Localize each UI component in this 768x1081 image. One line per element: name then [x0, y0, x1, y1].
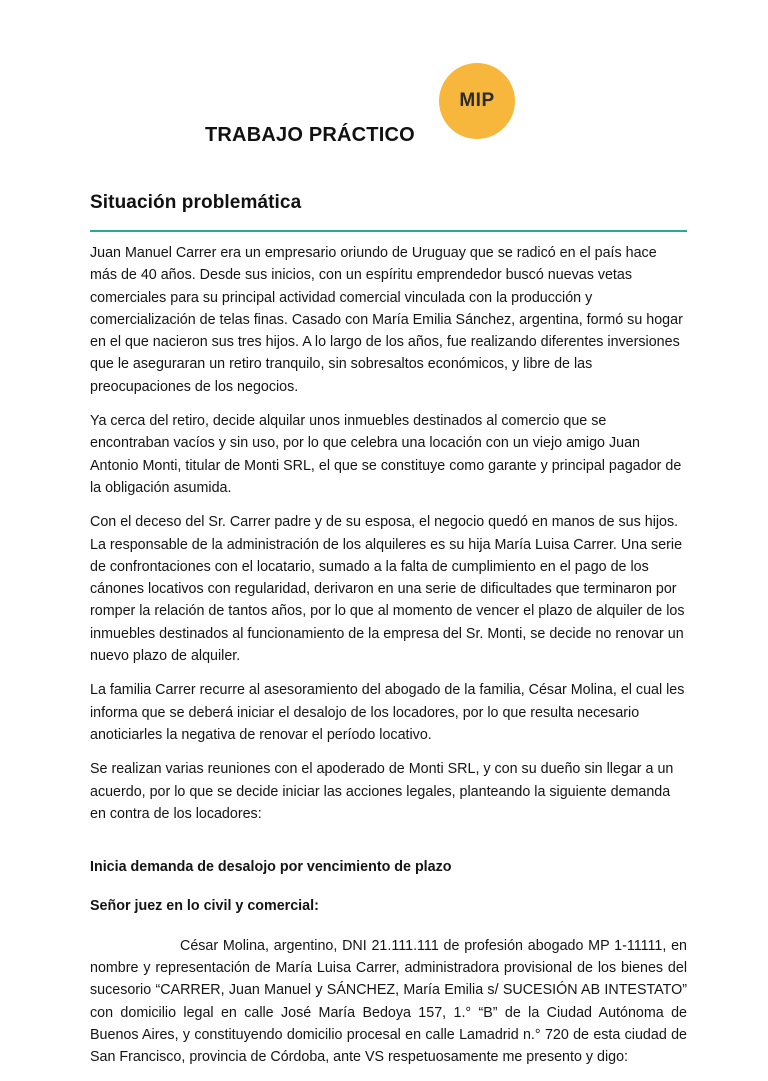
paragraph: Con el deceso del Sr. Carrer padre y de su esposa, el negocio quedó en manos de sus hijos. La responsable de la administración de los alquileres es su hija María Luisa Carrer. Una serie de confrontaciones con el locatario, sumado a la falta de cumplimiento en el pago de los cánones locativos con regularidad, derivaron en una serie de dificultades que terminaron por romper la relación de tantos años, por lo que al momento de vencer el plazo de alquiler de los inmuebles destinados al funcionamiento de la empresa del Sr. Monti, se decide no renovar un nuevo plazo de alquiler. — [90, 514, 685, 665]
paragraph: Se realizan varias reuniones con el apoderado de Monti SRL, y con su dueño sin llegar a un acuerdo, por lo que se decide iniciar las acciones legales, planteando la siguiente demanda en contra de los locadores: — [90, 761, 674, 822]
document-title: TRABAJO PRÁCTICO — [205, 124, 415, 146]
paragraph: Ya cerca del retiro, decide alquilar unos inmuebles destinados al comercio que se encontraban vacíos y sin uso, por lo que celebra una locación con un viejo amigo Juan Antonio Monti, titular de Monti SRL, el que se constituye como garante y principal pagador de la obligación asumida. — [90, 413, 682, 496]
addressee-heading: Señor juez en lo civil y comercial: — [90, 898, 319, 915]
section-title: Situación problemática — [90, 192, 302, 213]
paragraph: La familia Carrer recurre al asesoramiento del abogado de la familia, César Molina, el cual les informa que se deberá iniciar el desalojo de los locadores, por lo que resulta necesario anoticiarles la negativa de renovar el período locativo. — [90, 682, 685, 743]
demand-heading: Inicia demanda de desalojo por vencimiento de plazo — [90, 859, 452, 876]
document-body — [90, 242, 687, 1081]
section-divider — [90, 230, 687, 232]
demand-paragraph: César Molina, argentino, DNI 21.111.111 de profesión abogado MP 1-11111, en nombre y representación de María Luisa Carrer, administradora provisional de los bienes del sucesorio “CARRER, Juan Manuel y SÁNCHEZ, María Emilia s/ SUCESIÓN AB INTESTATO” con domicilio legal en calle José María Bedoya 157, 1.° “B” de la Ciudad Autónoma de Buenos Aires, y constituyendo domicilio procesal en calle Lamadrid n.° 720 de esta ciudad de San Francisco, provincia de Córdoba, ante VS respetuosamente me presento y digo: — [90, 937, 687, 1066]
mip-logo — [439, 63, 515, 139]
logo-text: MIP — [459, 90, 495, 111]
paragraph: Juan Manuel Carrer era un empresario oriundo de Uruguay que se radicó en el país hace más de 40 años. Desde sus inicios, con un espíritu emprendedor buscó nuevas vetas comerciales para su principal actividad comercial vinculada con la producción y comercialización de telas finas. Casado con María Emilia Sánchez, argentina, formó su hogar en el que nacieron sus tres hijos. A lo largo de los años, fue realizando diferentes inversiones que le aseguraran un retiro tranquilo, sin sobresaltos económicos, y libre de las preocupaciones de los negocios. — [90, 245, 683, 395]
